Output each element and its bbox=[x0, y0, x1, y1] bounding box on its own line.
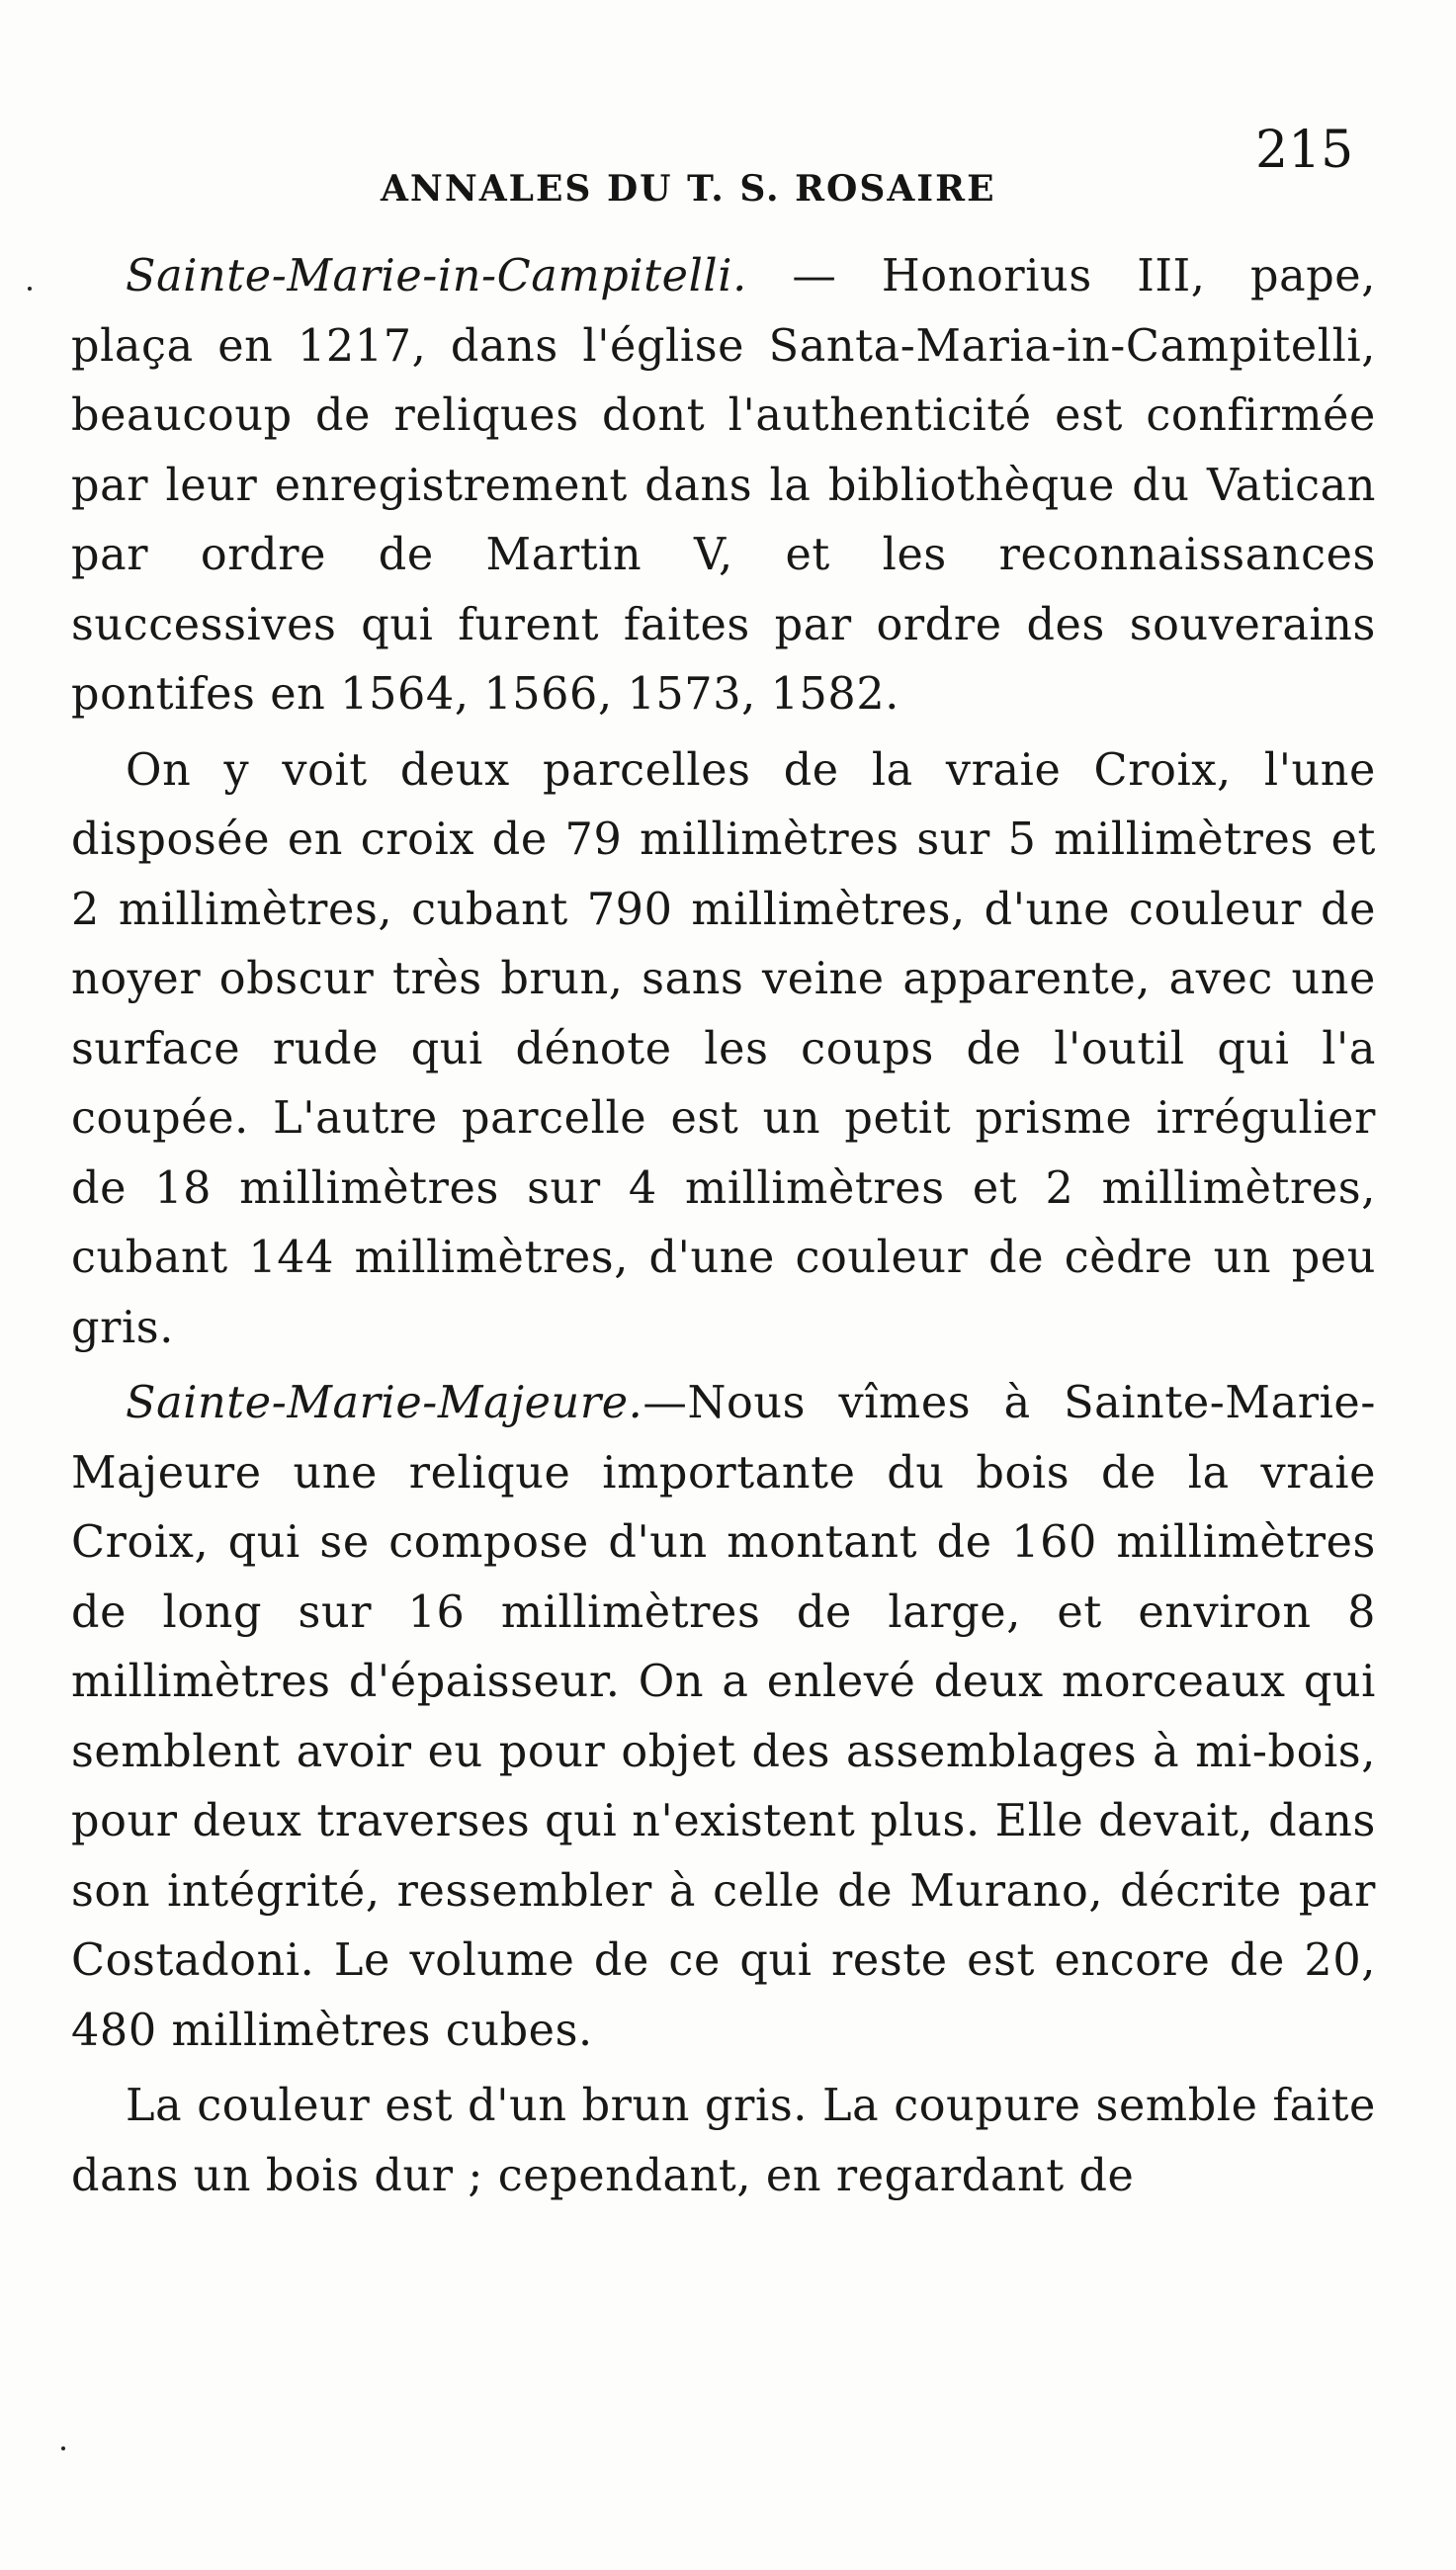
paragraph-couleur bbox=[71, 2072, 1376, 2211]
print-speck bbox=[61, 2446, 65, 2450]
print-speck bbox=[28, 287, 32, 291]
section-title-majeure: Sainte-Marie-Majeure. bbox=[126, 1378, 643, 1428]
paragraph-majeure bbox=[71, 1369, 1376, 2066]
page-number: 215 bbox=[1255, 121, 1354, 180]
running-head: ANNALES DU T. S. ROSAIRE bbox=[381, 168, 996, 210]
paragraph-text: —Nous vîmes à Sainte-Marie-Majeure une relique importante du bois de la vraie Croix, qui se compose d'un montant de 160 millimètres de long sur 16 millimètres de large, et environ 8 millimètres d'épaisseur. On a enlevé deux morceaux qui semblent avoir eu pour objet des assemblages à mi-bois, pour deux traverses qui n'existent plus. Elle devait, dans son intégrité, ressembler à celle de Murano, décrite par Costadoni. Le volume de ce qui reste est encore de 20, 480 millimètres cubes. bbox=[71, 1378, 1376, 2056]
paragraph-text: La couleur est d'un brun gris. La coupure semble faite dans un bois dur ; cependant, en regardant de bbox=[71, 2081, 1376, 2201]
page-body bbox=[71, 242, 1376, 2217]
paragraph-campitelli bbox=[71, 242, 1376, 730]
paragraph-text: On y voit deux parcelles de la vraie Croix, l'une disposée en croix de 79 millimètres sur 5 millimètres et 2 millimètres, cubant 790 millimètres, d'une couleur de noyer obscur très brun, sans veine apparente, avec une surface rude qui dénote les coups de l'outil qui l'a coupée. L'autre parcelle est un petit prisme irrégulier de 18 millimètres sur 4 millimètres et 2 millimètres, cubant 144 millimètres, d'une couleur de cèdre un peu gris. bbox=[71, 744, 1376, 1353]
paragraph-parcelles bbox=[71, 736, 1376, 1364]
section-title-campitelli: Sainte-Marie-in-Campitelli. bbox=[126, 251, 747, 301]
paragraph-text: — Honorius III, pape, plaça en 1217, dans l'église Santa-Maria-in-Campitelli, beaucoup de reliques dont l'authenticité est confirmée par leur enregistrement dans la bibliothèque du Vatican par ordre de Martin V, et les reconnaissances successives qui furent faites par ordre des souverains pontifes en 1564, 1566, 1573, 1582. bbox=[71, 251, 1376, 720]
